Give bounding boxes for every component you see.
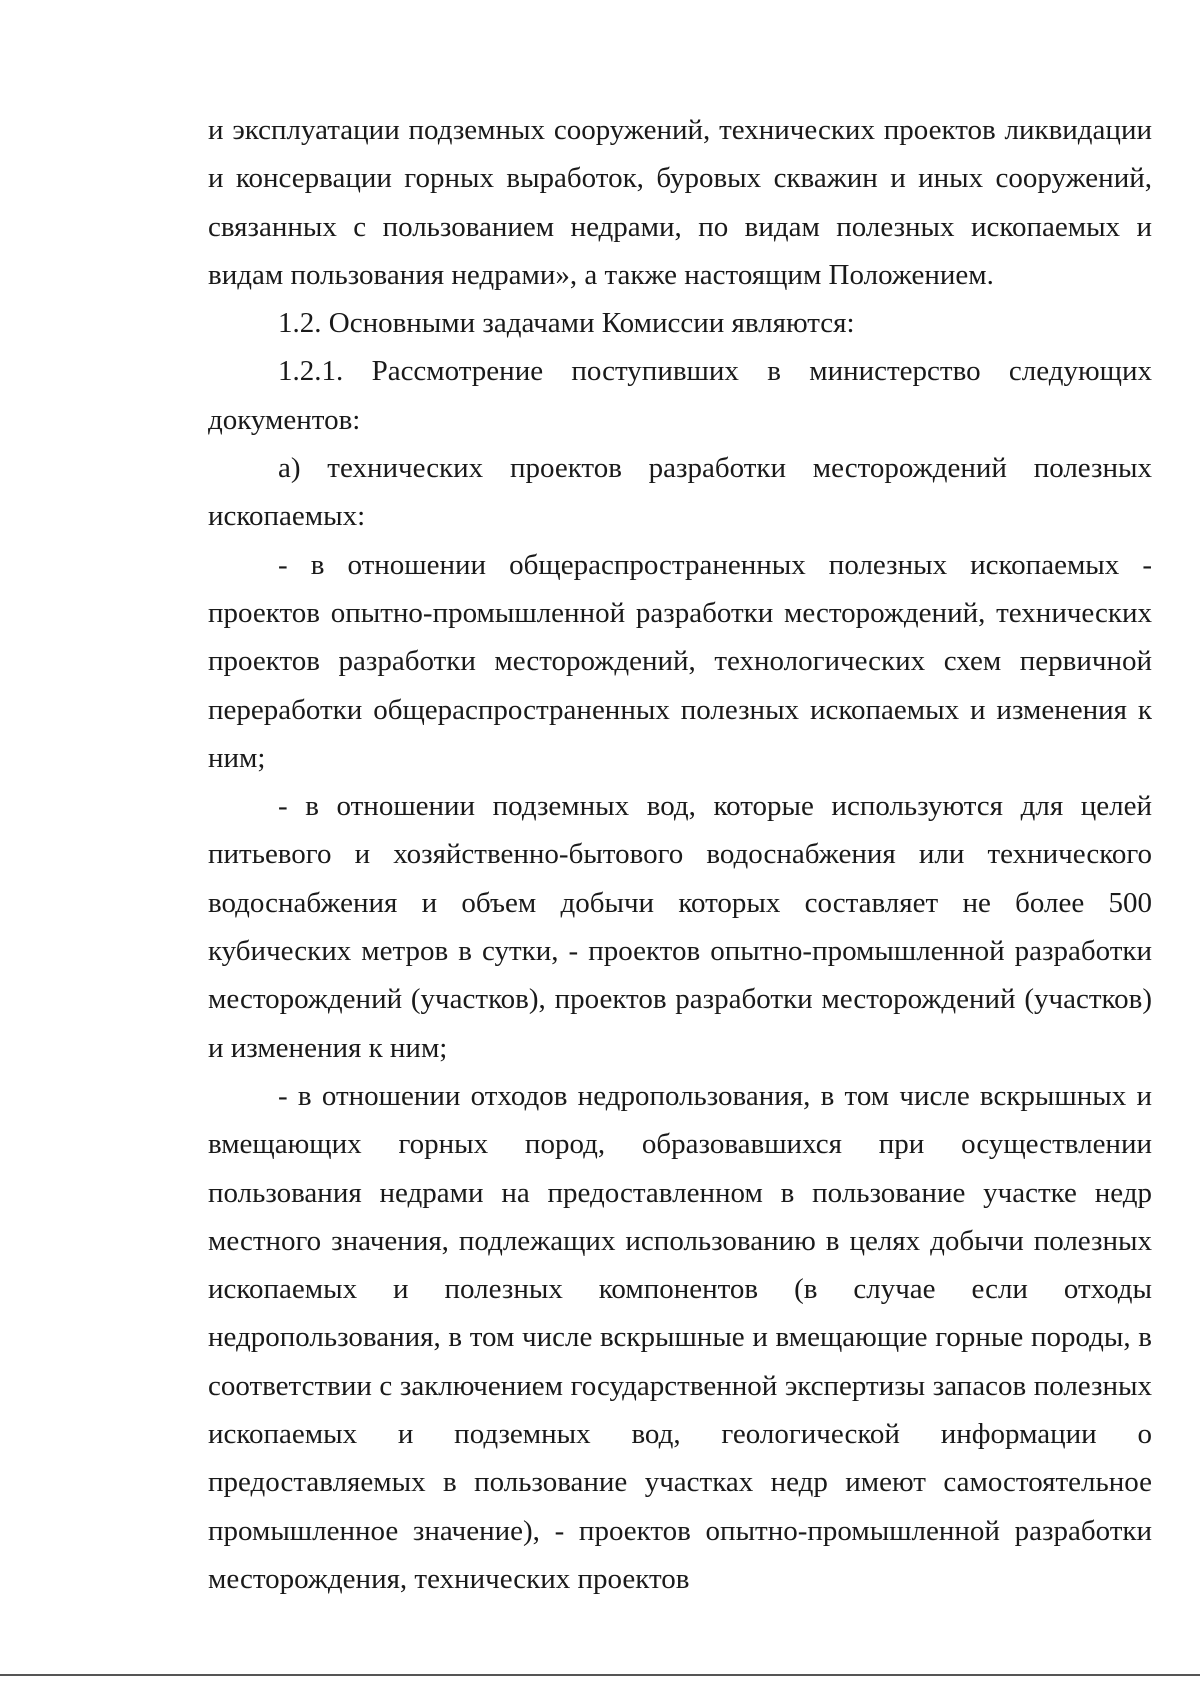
paragraph-bullet-common-minerals: - в отношении общераспространенных полезных ископаемых - проектов опытно-промышленной разработки месторождений, технических проектов разработки месторождений, технологических схем первичной переработки общераспространенных полезных ископаемых и изменения к ним; xyxy=(208,548,1152,774)
paragraph-bullet-groundwater: - в отношении подземных вод, которые используются для целей питьевого и хозяйственно-бытового водоснабжения или технического водоснабжения и объем добычи которых составляет не более 500 кубических метров в сутки, - проектов опытно-промышленной разработки месторождений (участков), проектов разработки месторождений (участков) и изменения к ним; xyxy=(208,790,1152,1064)
paragraph-section-1-2: 1.2. Основными задачами Комиссии являются: xyxy=(278,307,855,340)
paragraph-section-1-2-1: 1.2.1. Рассмотрение поступивших в министерство следующих документов: xyxy=(208,355,1152,436)
paragraph-bullet-mining-waste: - в отношении отходов недропользования, в том числе вскрышных и вмещающих горных пород, образовавшихся при осуществлении пользования недрами на предоставленном в пользование участке недр местного значения, подлежащих использованию в целях добычи полезных ископаемых и полезных компонентов (в случае если отходы недропользования, в том числе вскрышные и вмещающие горные породы, в соответствии с заключением государственной экспертизы запасов полезных ископаемых и подземных вод, геологической информации о предоставляемых в пользование участках недр имеют самостоятельное промышленное значение), - проектов опытно-промышленной разработки месторождения, технических проектов xyxy=(208,1079,1152,1595)
paragraph-continuation: и эксплуатации подземных сооружений, технических проектов ликвидации и консервации горных выработок, буровых скважин и иных сооружений, связанных с пользованием недрами, по видам полезных ископаемых и видам пользования недрами», а также настоящим Положением. xyxy=(208,114,1152,291)
document-body xyxy=(208,106,1152,1603)
paragraph-item-a: а) технических проектов разработки месторождений полезных ископаемых: xyxy=(208,452,1152,533)
page-bottom-rule xyxy=(0,1674,1200,1676)
